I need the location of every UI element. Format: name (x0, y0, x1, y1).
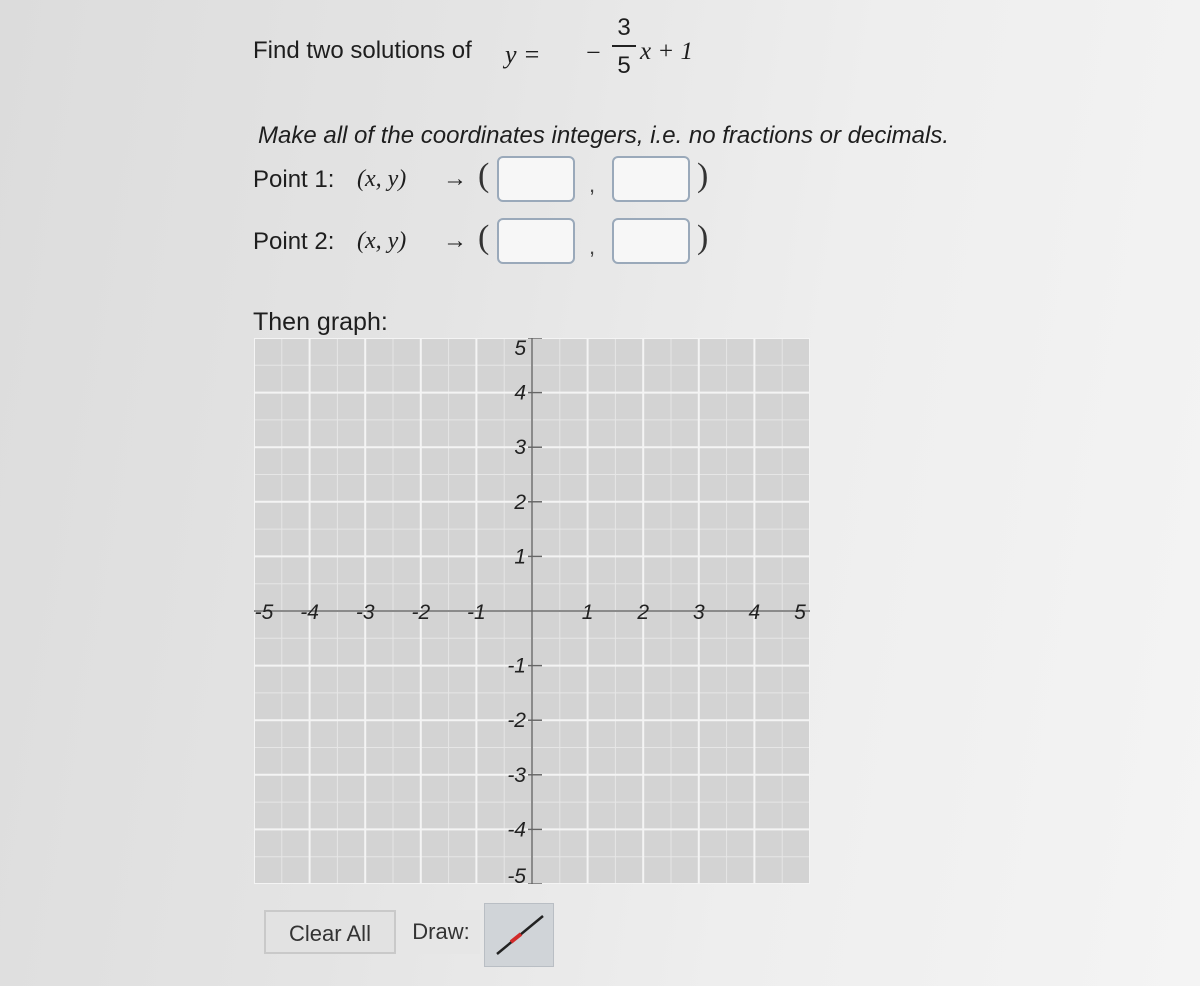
x-tick-label: -1 (467, 601, 486, 624)
fraction-bar (612, 45, 636, 47)
x-tick-label: 2 (637, 601, 650, 624)
x-tick-label: -4 (300, 601, 319, 624)
clear-all-button[interactable]: Clear All (264, 910, 396, 954)
point1-pair: (x, y) (357, 166, 407, 192)
y-tick-label: -4 (507, 818, 526, 842)
y-tick-label: 2 (514, 490, 526, 514)
point1-close-paren: ) (697, 157, 709, 194)
line-segment-icon (485, 904, 555, 968)
point2-arrow: → (443, 227, 467, 254)
y-tick-label: -5 (507, 865, 526, 884)
point2-comma: , (589, 234, 596, 259)
point2-pair: (x, y) (357, 228, 407, 254)
draw-line-tool-button[interactable] (484, 903, 554, 967)
fraction-denominator: 5 (617, 52, 631, 79)
draw-label: Draw: (402, 910, 480, 954)
y-tick-label: 3 (514, 436, 526, 460)
question-prompt: Find two solutions of (253, 37, 472, 64)
point2-close-paren: ) (697, 219, 709, 256)
equation-fraction (612, 14, 636, 80)
x-tick-label: -3 (355, 601, 375, 624)
x-tick-label: 5 (794, 601, 806, 624)
equation-tail: x + 1 (640, 38, 693, 65)
x-tick-label: 1 (581, 601, 594, 624)
instructions: Make all of the coordinates integers, i.e. no fractions or decimals. (258, 122, 950, 149)
point2-y-input[interactable] (612, 218, 690, 264)
y-tick-label: 4 (514, 381, 526, 405)
x-tick-label: -2 (411, 601, 431, 624)
coordinate-grid[interactable] (254, 338, 810, 884)
point1-label: Point 1: (253, 166, 335, 193)
equation-minus: − (586, 38, 601, 67)
point1-x-input[interactable] (497, 156, 575, 202)
graph-heading: Then graph: (253, 308, 388, 336)
y-tick-label: -3 (507, 763, 526, 787)
x-tick-label: 3 (692, 601, 705, 624)
fraction-numerator: 3 (617, 14, 631, 41)
y-tick-label: 1 (514, 545, 526, 569)
y-tick-label: -2 (507, 709, 526, 733)
x-tick-label: -5 (254, 601, 274, 624)
graph-area[interactable] (254, 338, 810, 884)
y-tick-label: 5 (514, 338, 526, 360)
x-tick-label: 4 (748, 601, 761, 624)
point2-x-input[interactable] (497, 218, 575, 264)
point2-label: Point 2: (253, 228, 335, 255)
equation-y: y = (505, 40, 541, 69)
y-tick-label: -1 (507, 654, 526, 678)
point2-open-paren: ( (478, 219, 490, 256)
point1-comma: , (589, 172, 596, 197)
point1-arrow: → (443, 165, 467, 192)
point1-open-paren: ( (478, 157, 490, 194)
point1-y-input[interactable] (612, 156, 690, 202)
